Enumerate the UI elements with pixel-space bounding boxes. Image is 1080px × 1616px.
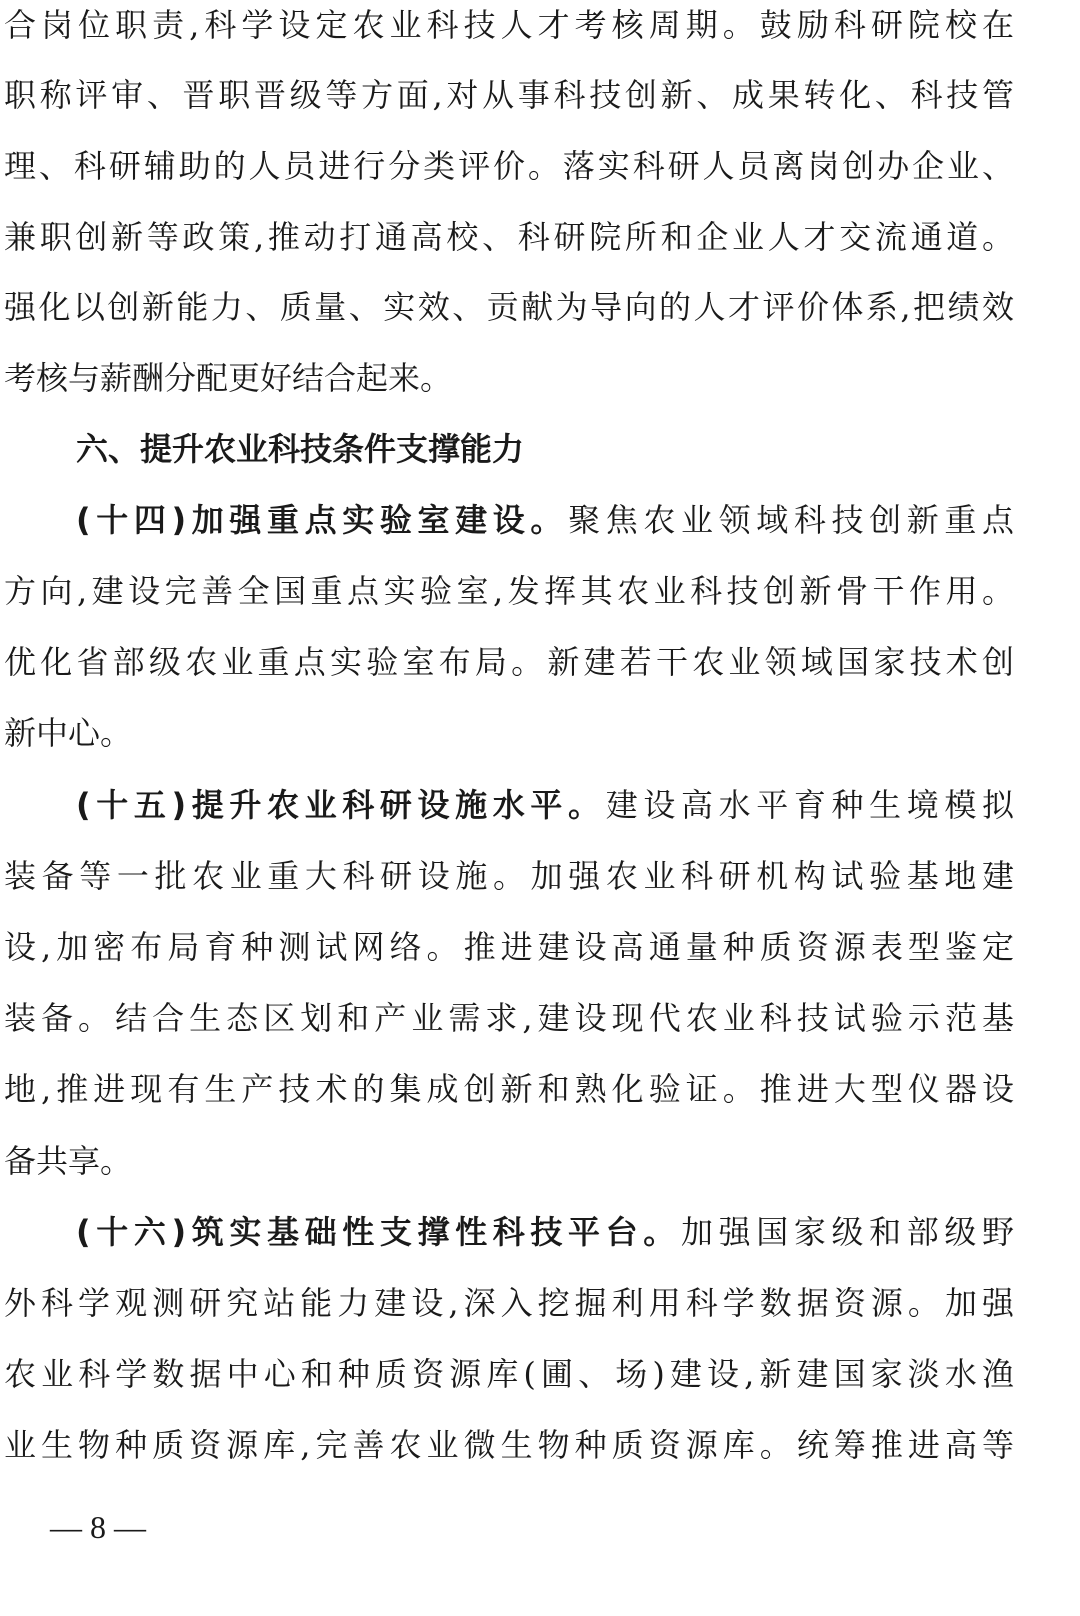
paragraph-line: 装备等一批农业重大科研设施。加强农业科研机构试验基地建 — [4, 857, 1014, 895]
item-16-title: (十六)筑实基础性支撑性科技平台。 — [76, 1213, 681, 1251]
paragraph-line: 外科学观测研究站能力建设,深入挖掘利用科学数据资源。加强 — [4, 1284, 1014, 1322]
section-heading: 六、提升农业科技条件支撑能力 — [76, 430, 525, 468]
paragraph-line: 兼职创新等政策,推动打通高校、科研院所和企业人才交流通道。 — [4, 218, 1014, 256]
item-14-text: 聚焦农业领域科技创新重点 — [568, 501, 1014, 539]
paragraph-line: 业生物种质资源库,完善农业微生物种质资源库。统筹推进高等 — [4, 1426, 1014, 1464]
paragraph-line: 考核与薪酬分配更好结合起来。 — [4, 359, 453, 397]
paragraph-line: 备共享。 — [4, 1142, 133, 1180]
paragraph-line: 新中心。 — [4, 714, 133, 752]
item-16-first-line — [76, 1207, 1014, 1257]
paragraph-line: 强化以创新能力、质量、实效、贡献为导向的人才评价体系,把绩效 — [4, 288, 1014, 326]
paragraph-line: 优化省部级农业重点实验室布局。新建若干农业领域国家技术创 — [4, 643, 1014, 681]
paragraph-line: 地,推进现有生产技术的集成创新和熟化验证。推进大型仪器设 — [4, 1070, 1014, 1108]
item-15-first-line — [76, 780, 1014, 830]
paragraph-line: 装备。结合生态区划和产业需求,建设现代农业科技试验示范基 — [4, 999, 1014, 1037]
item-14-title: (十四)加强重点实验室建设。 — [76, 501, 569, 539]
paragraph-line: 农业科学数据中心和种质资源库(圃、场)建设,新建国家淡水渔 — [4, 1355, 1014, 1393]
paragraph-line: 合岗位职责,科学设定农业科技人才考核周期。鼓励科研院校在 — [4, 6, 1014, 44]
item-14-first-line — [76, 495, 1014, 545]
item-15-text: 建设高水平育种生境模拟 — [605, 786, 1014, 824]
paragraph-line: 方向,建设完善全国重点实验室,发挥其农业科技创新骨干作用。 — [4, 572, 1014, 610]
paragraph-line: 设,加密布局育种测试网络。推进建设高通量种质资源表型鉴定 — [4, 928, 1014, 966]
page-number: — 8 — — [50, 1509, 146, 1545]
item-15-title: (十五)提升农业科研设施水平。 — [76, 786, 606, 824]
paragraph-line: 职称评审、晋职晋级等方面,对从事科技创新、成果转化、科技管 — [4, 76, 1014, 114]
item-16-text: 加强国家级和部级野 — [680, 1213, 1014, 1251]
paragraph-line: 理、科研辅助的人员进行分类评价。落实科研人员离岗创办企业、 — [4, 147, 1014, 185]
